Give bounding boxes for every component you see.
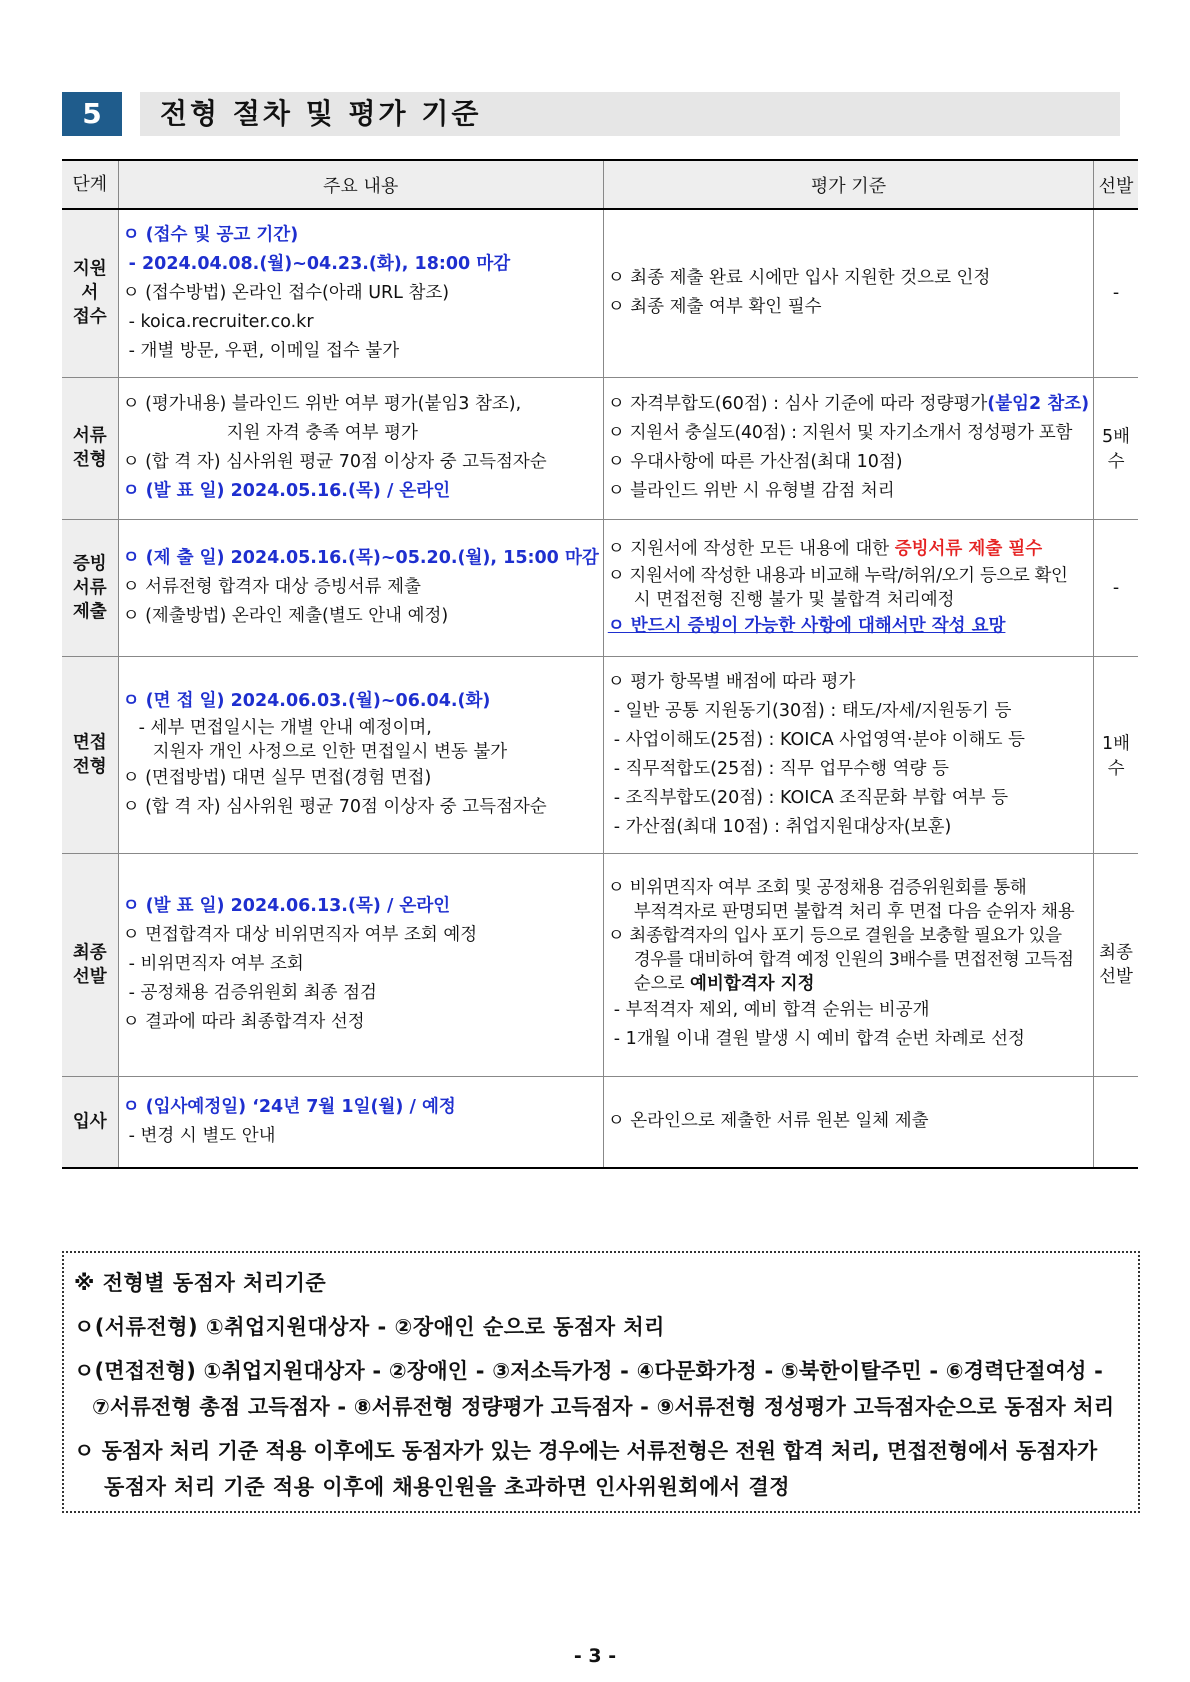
main-line: - 2024.04.08.(월)~04.23.(화), 18:00 마감 [128, 253, 511, 274]
section-title-bar [140, 92, 1120, 136]
eval-line: - 직무적합도(25점) : 직무 업무수행 역량 등 [613, 758, 949, 779]
main-line: ㅇ (접수방법) 온라인 접수(아래 URL 참조) [122, 282, 450, 303]
main-cell [118, 1076, 603, 1168]
main-line: 지원 자격 충족 여부 평가 [226, 423, 418, 443]
main-cell [118, 377, 603, 519]
table-row-application [62, 209, 1138, 377]
eval-line [608, 972, 1089, 996]
main-line: ㅇ (합 격 자) 심사위원 평균 70점 이상자 중 고득점자순 [122, 797, 547, 817]
eval-line: ㅇ 지원서 충실도(40점) : 지원서 및 자기소개서 정성평가 포함 [607, 423, 1073, 443]
main-line: ㅇ (합 격 자) 심사위원 평균 70점 이상자 중 고득점자순 [122, 452, 547, 472]
main-cell [118, 656, 603, 853]
header-stage: 단계 [62, 160, 118, 209]
main-line: ㅇ (평가내용) 블라인드 위반 여부 평가(붙임3 참조), [122, 394, 522, 414]
notes-line: ㅇ(면접전형) ①취업지원대상자 - ②장애인 - ③저소득가정 - ④다문화가정 - ⑤북한이탈주민 - ⑥경력단절여성 - [74, 1359, 1104, 1383]
eval-line: ㅇ 비위면직자 여부 조회 및 공정채용 검증위원회를 통해 [607, 877, 1027, 898]
eval-line: - 1개월 이내 결원 발생 시 예비 합격 순번 차례로 선정 [613, 1028, 1025, 1049]
eval-line: 부적격자로 판명되면 불합격 처리 후 면접 다음 순위자 채용 [633, 901, 1075, 922]
main-line: ㅇ 서류전형 합격자 대상 증빙서류 제출 [122, 577, 421, 597]
main-line: ㅇ (제출방법) 온라인 제출(별도 안내 예정) [122, 606, 449, 626]
select-cell: 1배수 [1094, 656, 1138, 853]
eval-cell [603, 209, 1093, 377]
eval-cell [603, 656, 1093, 853]
eval-line: ㅇ 최종합격자의 입사 포기 등으로 결원을 보충할 필요가 있을 [607, 925, 1062, 946]
eval-cell [603, 377, 1093, 519]
stage-cell: 입사 [62, 1076, 118, 1168]
eval-line: ㅇ 지원서에 작성한 내용과 비교해 누락/허위/오기 등으로 확인 [607, 565, 1068, 586]
main-line: ㅇ (제 출 일) 2024.05.16.(목)~05.20.(월), 15:00 마감 [122, 548, 599, 568]
table-header-row [62, 160, 1138, 209]
main-line: - 개별 방문, 우편, 이메일 접수 불가 [128, 340, 400, 361]
procedure-table [62, 159, 1138, 1169]
select-cell: 최종 선발 [1094, 853, 1138, 1076]
eval-line: ㅇ 최종 제출 여부 확인 필수 [607, 297, 822, 318]
main-line: ㅇ 결과에 따라 최종합격자 선정 [122, 1012, 365, 1032]
eval-cell [603, 1076, 1093, 1168]
eval-highlight: 예비합격자 지정 [690, 973, 815, 994]
eval-cell [603, 519, 1093, 656]
main-line: ㅇ (접수 및 공고 기간) [122, 224, 299, 245]
main-line: ㅇ (발 표 일) 2024.06.13.(목) / 온라인 [122, 896, 451, 916]
eval-text: 순으로 [633, 973, 691, 994]
eval-cell [603, 853, 1093, 1076]
eval-line: 시 면접전형 진행 불가 및 불합격 처리예정 [633, 589, 955, 610]
select-cell: - [1094, 209, 1138, 377]
main-line: - koica.recruiter.co.kr [128, 311, 314, 332]
eval-line: - 일반 공통 지원동기(30점) : 태도/자세/지원동기 등 [613, 700, 1012, 721]
main-line: - 공정채용 검증위원회 최종 점검 [128, 983, 377, 1003]
header-select: 선발 [1094, 160, 1138, 209]
page-number: - 3 - [573, 1645, 617, 1667]
main-cell [118, 853, 603, 1076]
table-row-interview [62, 656, 1138, 853]
select-cell: - [1094, 519, 1138, 656]
stage-cell: 최종 선발 [62, 853, 118, 1076]
section-title: 전형 절차 및 평가 기준 [160, 97, 482, 130]
eval-line: ㅇ 평가 항목별 배점에 따라 평가 [607, 671, 856, 692]
eval-line: - 부적격자 제외, 예비 합격 순위는 비공개 [613, 999, 930, 1020]
select-cell [1094, 1076, 1138, 1168]
eval-line: - 사업이해도(25점) : KOICA 사업영역·분야 이해도 등 [613, 729, 1025, 750]
main-line: - 변경 시 별도 안내 [128, 1125, 276, 1146]
main-line: ㅇ (입사예정일) ‘24년 7월 1일(월) / 예정 [122, 1096, 456, 1117]
tie-break-notes-box [62, 1251, 1140, 1513]
stage-cell: 증빙 서류 제출 [62, 519, 118, 656]
stage-cell: 서류 전형 [62, 377, 118, 519]
eval-line: ㅇ 블라인드 위반 시 유형별 감점 처리 [607, 481, 895, 501]
eval-line: ㅇ 최종 제출 완료 시에만 입사 지원한 것으로 인정 [607, 268, 991, 289]
section-number: 5 [62, 92, 122, 136]
eval-line: - 조직부합도(20점) : KOICA 조직문화 부합 여부 등 [613, 787, 1009, 808]
eval-line [608, 535, 1089, 564]
eval-text: ㅇ 자격부합도(60점) : 심사 기준에 따라 정량평가 [607, 394, 988, 414]
eval-text: ㅇ 지원서에 작성한 모든 내용에 대한 [607, 538, 895, 559]
section-header [62, 92, 1120, 136]
table-row-proof-submission [62, 519, 1138, 656]
header-eval: 평가 기준 [603, 160, 1093, 209]
eval-line: ㅇ 온라인으로 제출한 서류 원본 일체 제출 [607, 1111, 929, 1132]
select-cell: 5배수 [1094, 377, 1138, 519]
eval-highlight: (붙임2 참조) [987, 394, 1090, 414]
eval-line: ㅇ 우대사항에 따른 가산점(최대 10점) [607, 452, 903, 472]
main-line: ㅇ (발 표 일) 2024.05.16.(목) / 온라인 [122, 481, 451, 501]
notes-line: ㅇ 동점자 처리 기준 적용 이후에도 동점자가 있는 경우에는 서류전형은 전원 합격 처리, 면접전형에서 동점자가 [74, 1439, 1098, 1463]
eval-line: - 가산점(최대 10점) : 취업지원대상자(보훈) [613, 816, 952, 837]
stage-cell: 면접 전형 [62, 656, 118, 853]
notes-line: ㅇ(서류전형) ①취업지원대상자 - ②장애인 순으로 동점자 처리 [74, 1315, 665, 1339]
stage-cell: 지원서 접수 [62, 209, 118, 377]
notes-line: ⑦서류전형 총점 고득점자 - ⑧서류전형 정량평가 고득점자 - ⑨서류전형 정성평가 고득점자순으로 동점자 처리 [92, 1395, 1115, 1419]
notes-line: 동점자 처리 기준 적용 이후에 채용인원을 초과하면 인사위원회에서 결정 [104, 1475, 791, 1499]
eval-highlight: 증빙서류 제출 필수 [894, 538, 1043, 559]
main-cell [118, 519, 603, 656]
main-cell [118, 209, 603, 377]
table-row-joining [62, 1076, 1138, 1168]
notes-title: ※ 전형별 동점자 처리기준 [74, 1271, 327, 1295]
header-main: 주요 내용 [118, 160, 603, 209]
table-row-document-screening [62, 377, 1138, 519]
main-line: ㅇ 면접합격자 대상 비위면직자 여부 조회 예정 [122, 925, 478, 945]
main-line: ㅇ (면접방법) 대면 실무 면접(경험 면접) [122, 768, 432, 788]
eval-line [608, 390, 1089, 419]
eval-line: ㅇ 반드시 증빙이 가능한 사항에 대해서만 작성 요망 [607, 615, 1006, 636]
eval-line: 경우를 대비하여 합격 예정 인원의 3배수를 면접전형 고득점 [633, 949, 1074, 970]
table-row-final-selection [62, 853, 1138, 1076]
main-line: - 세부 면접일시는 개별 안내 예정이며, [138, 718, 432, 738]
main-line: ㅇ (면 접 일) 2024.06.03.(월)~06.04.(화) [122, 691, 491, 711]
main-line: - 비위면직자 여부 조회 [128, 954, 304, 974]
main-line: 지원자 개인 사정으로 인한 면접일시 변동 불가 [152, 742, 508, 762]
